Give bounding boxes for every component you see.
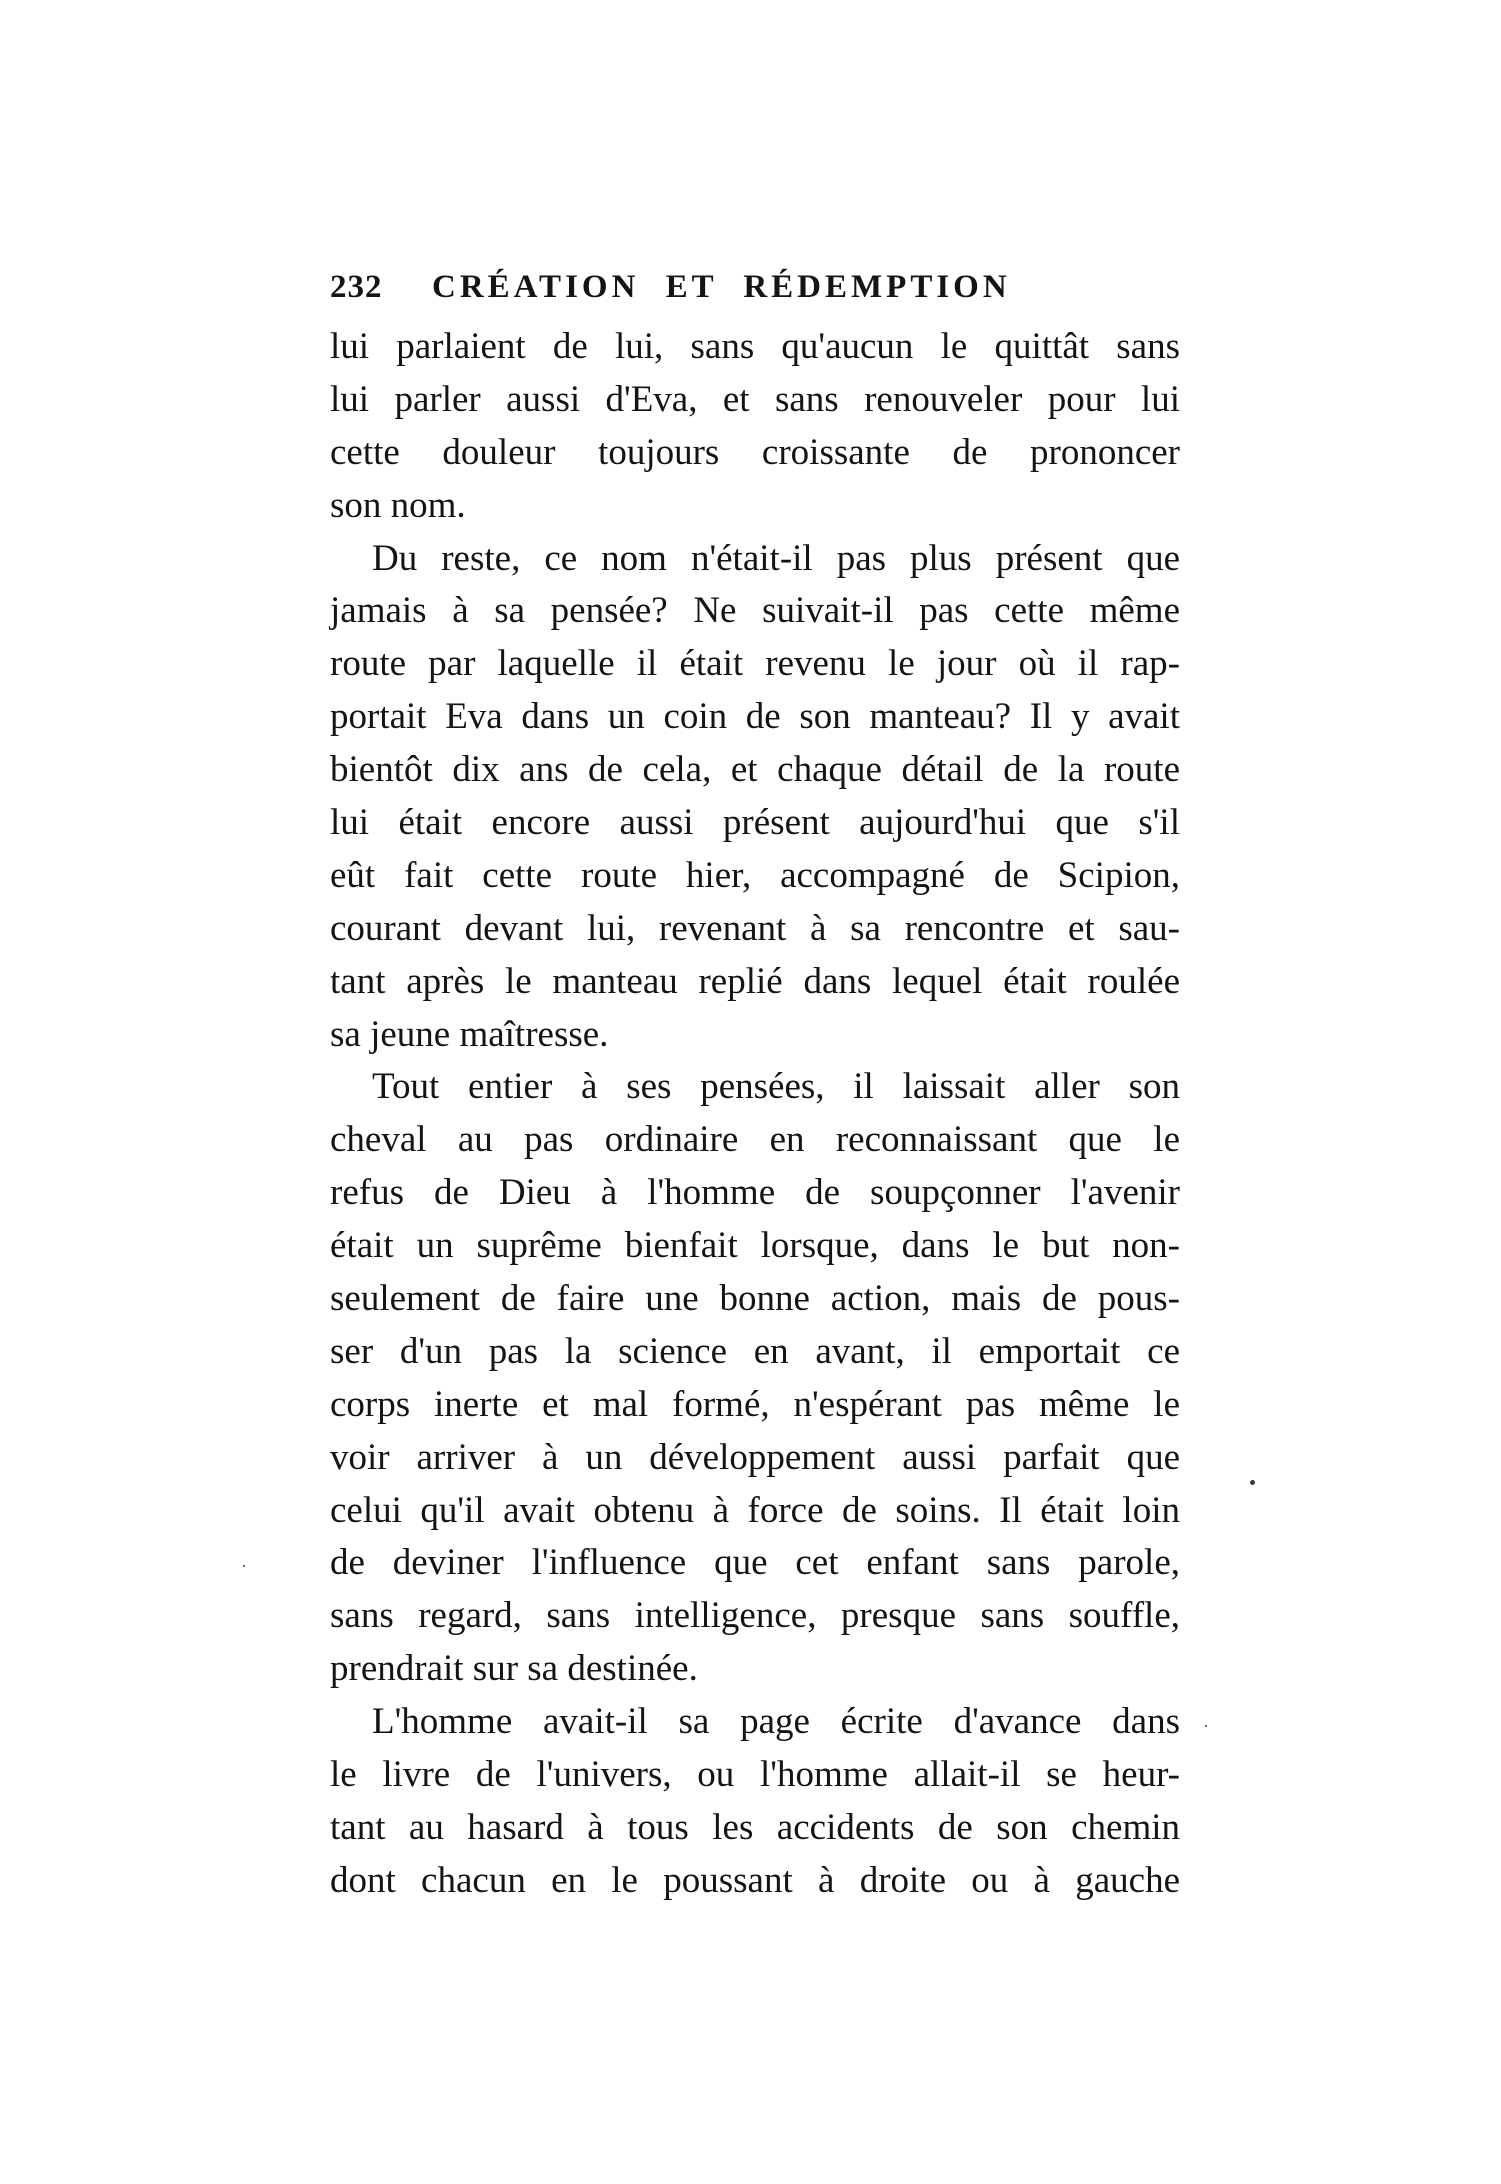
text-line: Du reste, ce nom n'était-il pas plus présent que <box>372 537 1180 579</box>
text-line: refus de Dieu à l'homme de soupçonner l'avenir <box>330 1172 1180 1214</box>
text-line: le livre de l'univers, ou l'homme allait-il se heur- <box>330 1754 1180 1796</box>
text-line: lui parler aussi d'Eva, et sans renouveler pour lui <box>330 378 1180 420</box>
text-line: eût fait cette route hier, accompagné de Scipion, <box>330 854 1180 896</box>
text-line: bientôt dix ans de cela, et chaque détail de la route <box>330 749 1180 791</box>
running-title: CRÉATION ET RÉDEMPTION <box>432 269 1011 305</box>
text-line: route par laquelle il était revenu le jour où il rap- <box>330 643 1180 685</box>
text-line: lui parlaient de lui, sans qu'aucun le quittât sans <box>330 326 1180 367</box>
text-line: cette douleur toujours croissante de prononcer <box>330 431 1180 473</box>
text-line: de deviner l'influence que cet enfant sans parole, <box>330 1542 1180 1584</box>
text-line: tant au hasard à tous les accidents de son chemin <box>330 1806 1180 1848</box>
text-line: celui qu'il avait obtenu à force de soins. Il était loin <box>330 1489 1180 1531</box>
text-line: était un suprême bienfait lorsque, dans le but non- <box>330 1225 1180 1267</box>
text-line: dont chacun en le poussant à droite ou à gauche <box>330 1859 1180 1901</box>
text-line: portait Eva dans un coin de son manteau? Il y avait <box>330 696 1180 738</box>
text-line: prendrait sur sa destinée. <box>330 1648 698 1690</box>
text-line: son nom. <box>330 484 466 526</box>
text-line: L'homme avait-il sa page écrite d'avance dans <box>372 1701 1180 1743</box>
text-line: Tout entier à ses pensées, il laissait aller son <box>372 1066 1180 1108</box>
text-line: corps inerte et mal formé, n'espérant pas même le <box>330 1383 1180 1425</box>
running-head <box>330 262 1180 312</box>
text-line: lui était encore aussi présent aujourd'hui que s'il <box>330 802 1180 844</box>
body-text <box>330 321 1180 1908</box>
text-line: ser d'un pas la science en avant, il emportait ce <box>330 1330 1180 1372</box>
text-line: tant après le manteau replié dans lequel était roulée <box>330 960 1180 1002</box>
scan-speck <box>1205 1725 1207 1727</box>
text-line: cheval au pas ordinaire en reconnaissant que le <box>330 1119 1180 1161</box>
text-line: jamais à sa pensée? Ne suivait-il pas cette même <box>330 590 1180 632</box>
scan-speck <box>1250 1480 1255 1485</box>
text-line: voir arriver à un développement aussi parfait que <box>330 1436 1180 1478</box>
text-line: sa jeune maîtresse. <box>330 1013 609 1055</box>
text-line: sans regard, sans intelligence, presque sans souffle, <box>330 1595 1180 1637</box>
scan-speck <box>243 1565 245 1567</box>
page-number: 232 <box>330 269 383 305</box>
text-line: seulement de faire une bonne action, mais de pous- <box>330 1278 1180 1320</box>
text-line: courant devant lui, revenant à sa rencontre et sau- <box>330 907 1180 949</box>
